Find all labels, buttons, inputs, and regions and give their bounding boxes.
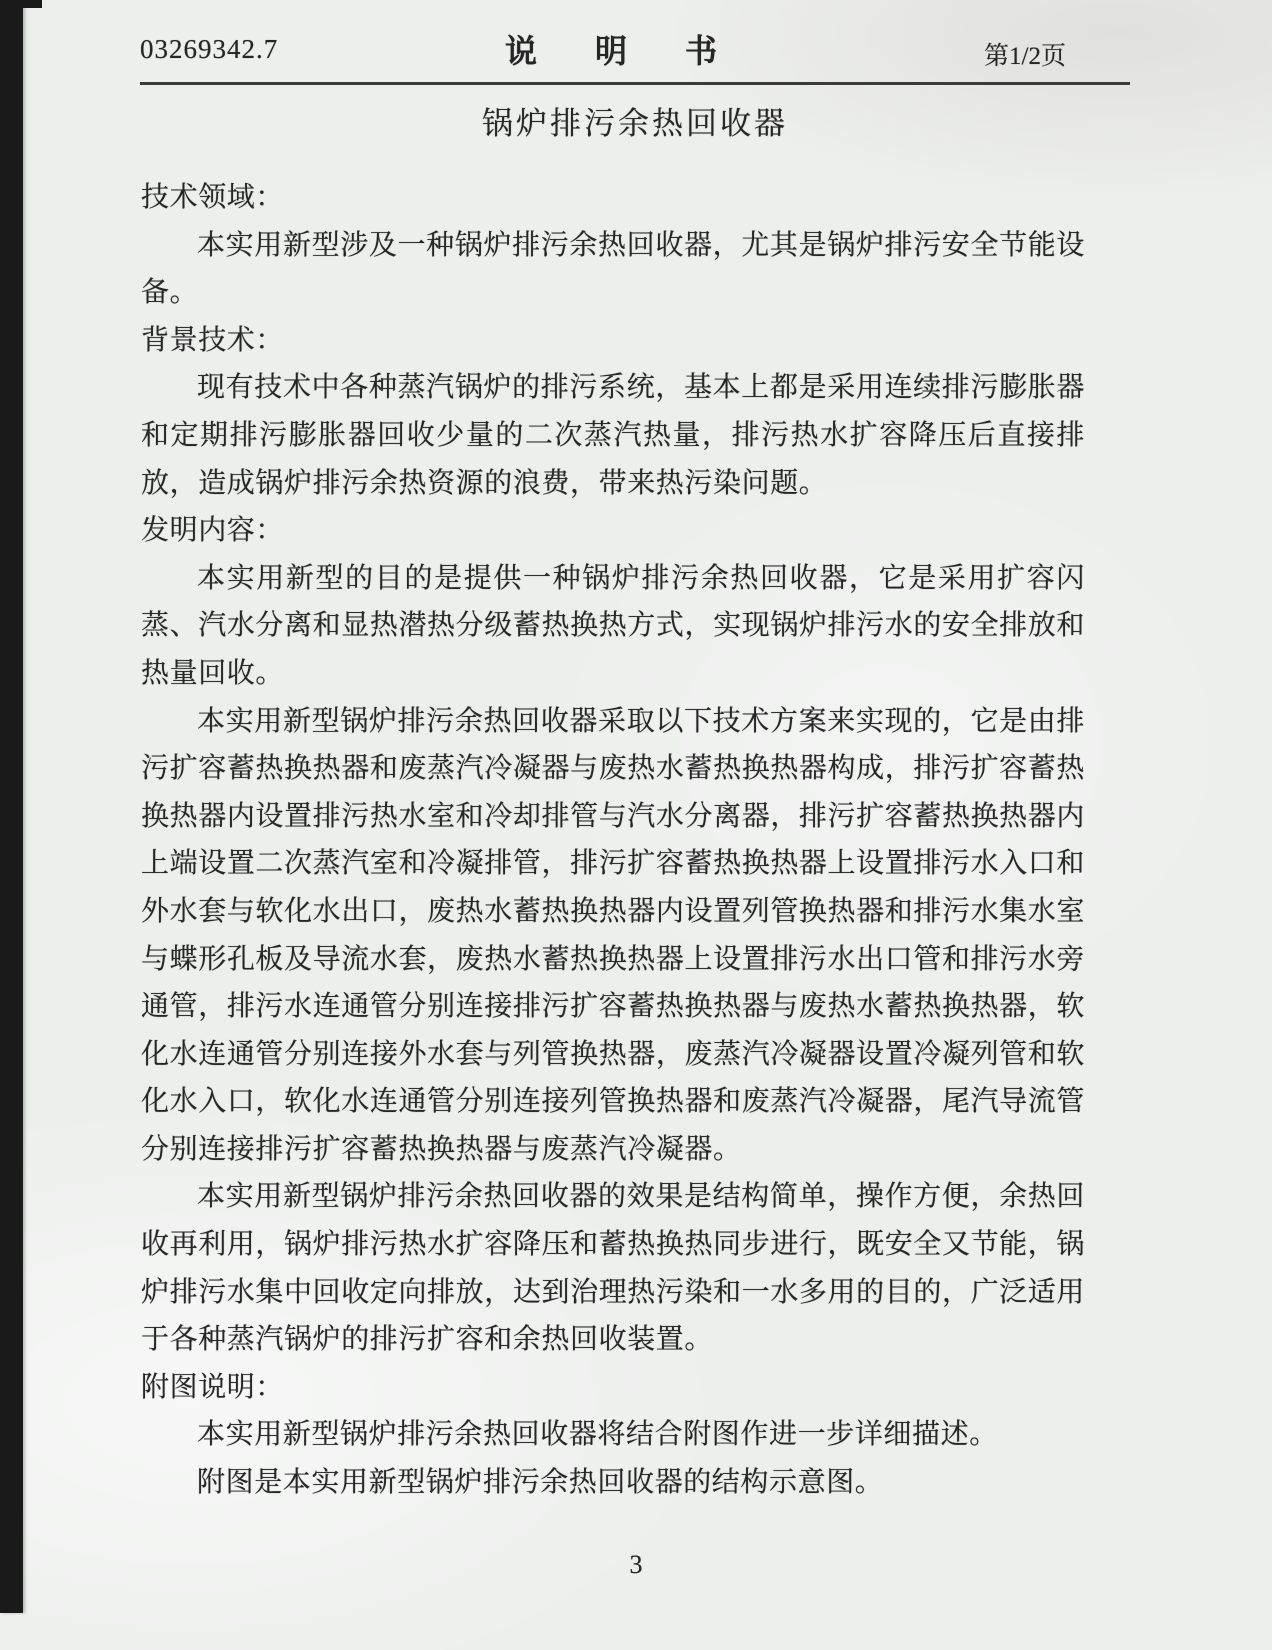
scan-top-edge	[0, 0, 42, 8]
document-type-header: 说 明 书	[505, 33, 732, 69]
paragraph: 本实用新型锅炉排污余热回收器将结合附图作进一步详细描述。	[197, 1419, 998, 1451]
page-number: 3	[629, 1550, 643, 1579]
paragraph: 本实用新型涉及一种锅炉排污余热回收器，尤其是锅炉排污安全节能设备。	[141, 229, 1085, 309]
paragraph: 附图是本实用新型锅炉排污余热回收器的结构示意图。	[197, 1467, 884, 1499]
patent-application-number: 03269342.7	[140, 34, 279, 64]
paragraph: 本实用新型的目的是提供一种锅炉排污余热回收器，它是采用扩容闪蒸、汽水分离和显热潜热分级蓄热换热方式，实现锅炉排污水的安全排放和热量回收。	[141, 562, 1085, 689]
section-heading-invention-content: 发明内容：	[141, 515, 285, 547]
document-body	[141, 174, 1085, 1507]
paragraph: 本实用新型锅炉排污余热回收器的效果是结构简单，操作方便，余热回收再利用，锅炉排污热水扩容降压和蓄热换热同步进行，既安全又节能，锅炉排污水集中回收定向排放，达到治理热污染和一水多用的目的，广泛适用于各种蒸汽锅炉的排污扩容和余热回收装置。	[141, 1181, 1085, 1356]
paragraph: 本实用新型锅炉排污余热回收器采取以下技术方案来实现的，它是由排污扩容蓄热换热器和废蒸汽冷凝器与废热水蓄热换热器构成，排污扩容蓄热换热器内设置排污热水室和冷却排管与汽水分离器，排污扩容蓄热换热器内上端设置二次蒸汽室和冷凝排管，排污扩容蓄热换热器上设置排污水入口和外水套与软化水出口，废热水蓄热换热器内设置列管换热器和排污水集水室与蝶形孔板及导流水套，废热水蓄热换热器上设置排污水出口管和排污水旁通管，排污水连通管分别连接排污扩容蓄热换热器与废热水蓄热换热器，软化水连通管分别连接外水套与列管换热器，废蒸汽冷凝器设置冷凝列管和软化水入口，软化水连通管分别连接列管换热器和废蒸汽冷凝器，尾汽导流管分别连接排污扩容蓄热换热器与废蒸汽冷凝器。	[141, 705, 1085, 1165]
paragraph: 现有技术中各种蒸汽锅炉的排污系统，基本上都是采用连续排污膨胀器和定期排污膨胀器回收少量的二次蒸汽热量，排污热水扩容降压后直接排放，造成锅炉排污余热资源的浪费，带来热污染问题。	[141, 372, 1085, 499]
section-heading-technical-field: 技术领域：	[141, 182, 285, 213]
section-heading-background-art: 背景技术：	[141, 324, 285, 356]
page-indicator: 第1/2页	[984, 43, 1066, 70]
invention-title: 锅炉排污余热回收器	[482, 106, 788, 141]
section-heading-drawing-description: 附图说明：	[141, 1371, 285, 1403]
header-rule	[140, 82, 1130, 85]
scan-binding-edge	[0, 0, 23, 1613]
